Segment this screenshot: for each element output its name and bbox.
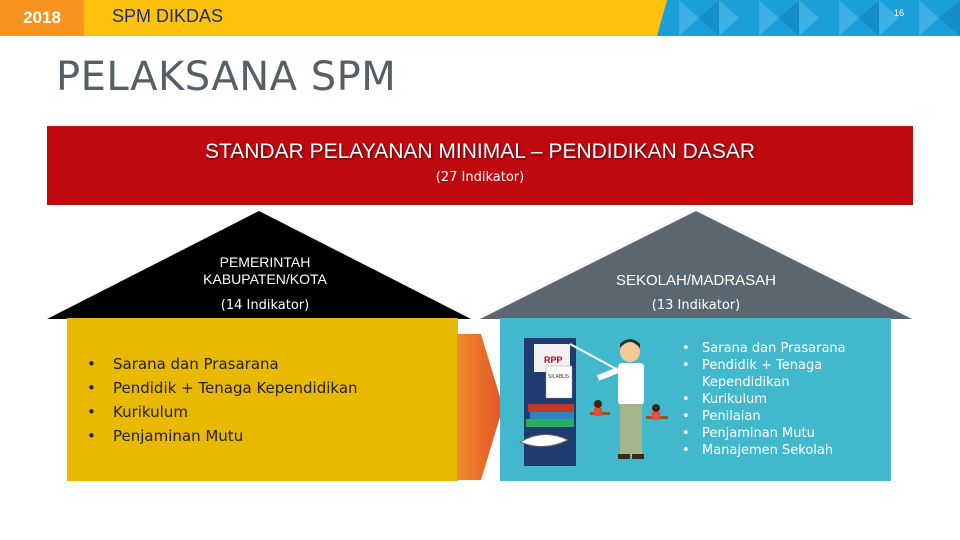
header-pattern-graphic [649,0,960,36]
year-label: 2018 [23,8,61,27]
list-item: • Kurikulum [87,400,358,424]
list-item: • Manajemen Sekolah [682,442,891,459]
left-indicator-box [67,318,458,481]
right-arrow-icon [457,334,505,480]
header-bar [84,0,960,36]
teacher-classroom-illustration [518,330,678,470]
list-item: • Pendidik + Tenaga Kependidikan [682,357,891,391]
left-group-title [150,254,380,288]
left-group-count: (14 Indikator) [220,298,310,313]
board-label: RPP [544,355,563,365]
header-title: SPM DIKDAS [112,6,224,26]
left-indicator-list [87,352,358,448]
list-item: • Sarana dan Prasarana [682,340,891,357]
banner-subtitle: (27 Indikator) [435,170,525,185]
list-item: • Pendidik + Tenaga Kependidikan [87,376,358,400]
header-pattern [649,0,960,36]
banner [47,126,913,205]
right-group-count: (13 Indikator) [651,298,741,313]
right-indicator-list [682,340,891,459]
banner-title: STANDAR PELAYANAN MINIMAL – PENDIDIKAN DASAR [204,140,755,163]
list-item: • Penjaminan Mutu [87,424,358,448]
list-item: • Penjaminan Mutu [682,425,891,442]
right-group-title: SEKOLAH/MADRASAH [615,272,777,289]
list-item: • Penilaian [682,408,891,425]
list-item: • Kurikulum [682,391,891,408]
slide-title: PELAKSANA SPM [56,54,397,100]
list-item: • Sarana dan Prasarana [87,352,358,376]
left-group-title-line1: PEMERINTAH [219,254,311,270]
page-number: 16 [893,8,904,18]
year-badge [0,0,84,36]
book-label: SILABUS [548,374,570,380]
left-group-title-line2: KABUPATEN/KOTA [203,271,327,287]
